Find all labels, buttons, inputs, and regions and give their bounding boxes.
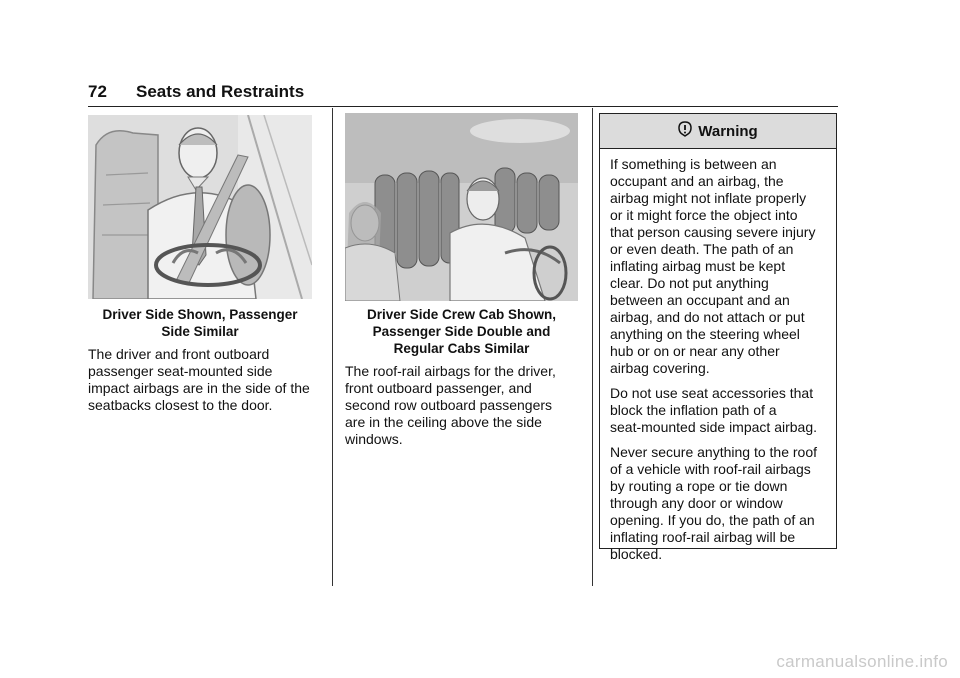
text-line: front outboard passenger, and [345,380,532,396]
text-line: or it might force the object into [610,207,798,223]
text-line: that person causing severe injury [610,224,816,240]
text-line: seatbacks closest to the door. [88,397,273,413]
figure-roof-rail-airbag [345,113,578,301]
text-line: between an occupant and an [610,292,790,308]
column-divider-left [332,108,333,586]
text-line: impact airbags are in the side of the [88,380,310,396]
text-line: clear. Do not put anything [610,275,769,291]
figure-caption-seat-side-airbag [88,306,312,340]
figure-seat-side-airbag [88,115,312,299]
text-line: The driver and front outboard [88,346,270,362]
warning-paragraph [610,156,828,377]
text-line: second row outboard passengers [345,397,553,413]
text-line: airbag, and do not attach or put [610,309,805,325]
page-number: 72 [88,82,107,101]
text-line: anything on the steering wheel [610,326,800,342]
text-line: occupant and an airbag, the [610,173,784,189]
warning-body [600,149,836,563]
text-line: of a vehicle with roof-rail airbags [610,461,811,477]
caption-line: Driver Side Shown, Passenger [102,307,298,322]
text-line: The roof-rail airbags for the driver, [345,363,556,379]
figure-caption-roof-rail-airbag [345,306,578,357]
warning-paragraph [610,385,828,436]
caption-line: Regular Cabs Similar [393,341,530,356]
caption-line: Side Similar [161,324,239,339]
text-line: block the inflation path of a [610,402,777,418]
watermark: carmanualsonline.info [776,652,948,671]
text-line: Do not use seat accessories that [610,385,814,401]
text-line: hub or on or near any other [610,343,780,359]
text-line: passenger seat-mounted side [88,363,273,379]
text-line: windows. [345,431,403,447]
warning-paragraph [610,444,828,563]
body-text-seat-mounted [88,346,323,414]
text-line: seat-mounted side impact airbag. [610,419,817,435]
text-line: by routing a rope or tie down [610,478,788,494]
text-line: Never secure anything to the roof [610,444,818,460]
text-line: airbag covering. [610,360,710,376]
text-line: inflating airbag must be kept [610,258,786,274]
text-line: opening. If you do, the path of an [610,512,815,528]
warning-icon [678,121,692,141]
seat-side-airbag-illustration [88,115,312,299]
text-line: inflating roof-rail airbag will be [610,529,796,545]
text-line: blocked. [610,546,663,562]
text-line: are in the ceiling above the side [345,414,542,430]
caption-line: Passenger Side Double and [372,324,551,339]
warning-title: Warning [698,122,758,140]
text-line: through any door or window [610,495,783,511]
text-line: If something is between an [610,156,777,172]
roof-rail-airbag-illustration [345,113,578,301]
warning-header [600,114,836,149]
page-header [88,80,838,107]
section-title: Seats and Restraints [136,82,305,101]
text-line: or even death. The path of an [610,241,794,257]
text-line: airbag might not inflate properly [610,190,807,206]
body-text-roof-rail [345,363,585,448]
warning-box [599,113,837,562]
caption-line: Driver Side Crew Cab Shown, [366,307,557,322]
column-divider-right [592,108,593,586]
